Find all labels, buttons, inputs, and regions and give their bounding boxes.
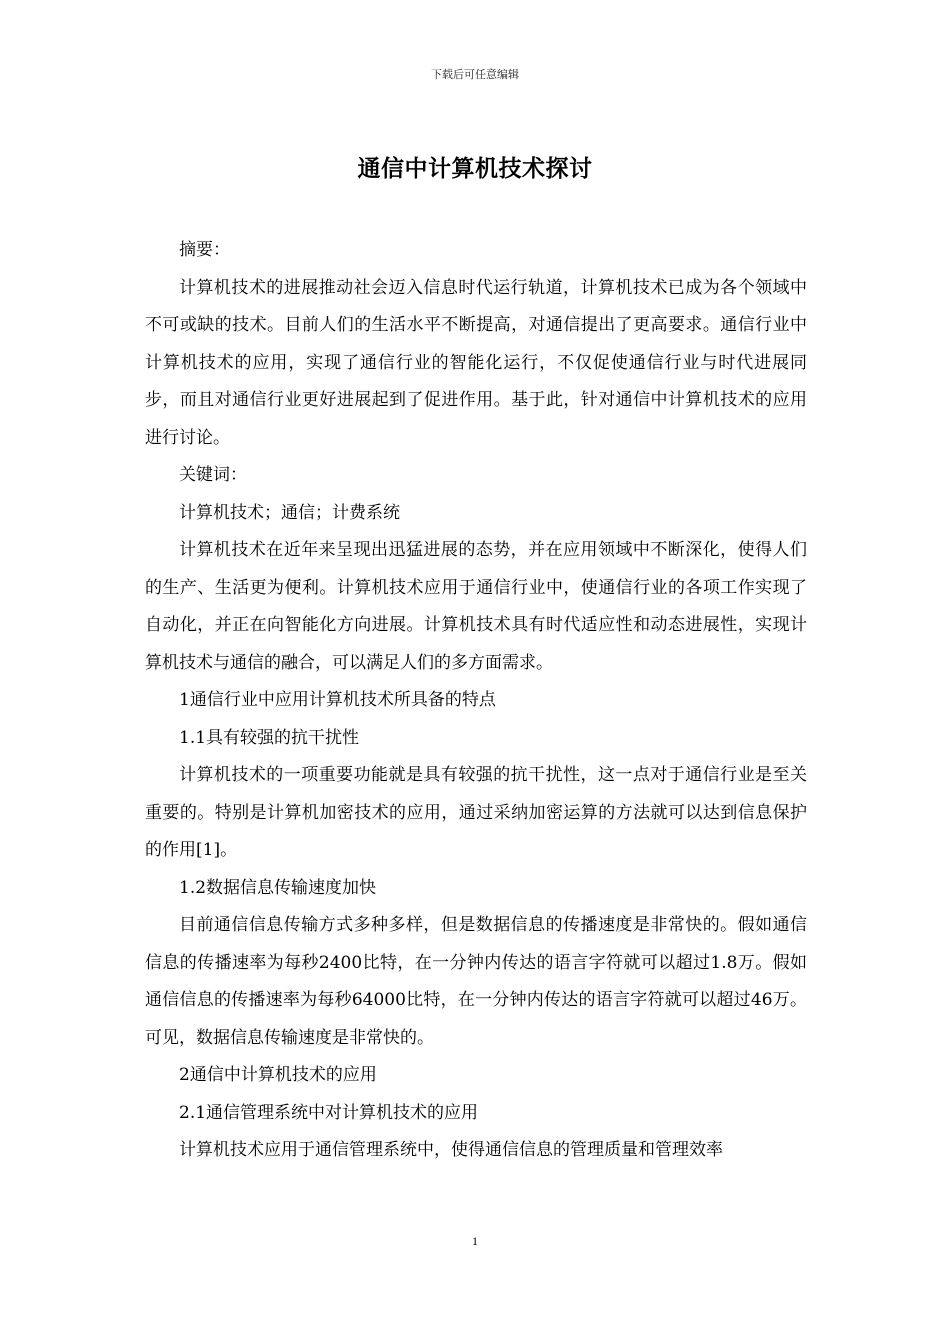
abstract-heading: 摘要： xyxy=(179,240,230,260)
keywords-heading: 关键词： xyxy=(179,465,247,485)
subsection-heading: 2.1通信管理系统中对计算机技术的应用 xyxy=(179,1102,479,1123)
section-heading: 1通信行业中应用计算机技术所具备的特点 xyxy=(179,690,496,710)
header-note: 下载后可任意编辑 xyxy=(431,68,519,81)
subsection-heading: 1.1具有较强的抗干扰性 xyxy=(179,727,360,748)
document-title: 通信中计算机技术探讨 xyxy=(357,156,593,182)
keywords-text: 计算机技术；通信；计费系统 xyxy=(179,502,400,523)
section-heading: 2通信中计算机技术的应用 xyxy=(179,1065,377,1085)
document-body xyxy=(145,232,807,1170)
body-paragraph: 目前通信信息传输方式多种多样，但是数据信息的传播速度是非常快的。假如通信信息的传播速率为每秒2400比特，在一分钟内传达的语言字符就可以超过1.8万。假如通信信息的传播速率为每秒64000比特，在一分钟内传达的语言字符就可以超过46万。可见，数据信息传输速度是非常快的。 xyxy=(145,915,807,1048)
subsection-heading: 1.2数据信息传输速度加快 xyxy=(179,877,377,898)
body-paragraph: 计算机技术应用于通信管理系统中，使得通信信息的管理质量和管理效率 xyxy=(179,1140,723,1160)
page-number: 1 xyxy=(472,1234,478,1248)
body-paragraph: 计算机技术的一项重要功能就是具有较强的抗干扰性，这一点对于通信行业是至关重要的。特别是计算机加密技术的应用，通过采纳加密运算的方法就可以达到信息保护的作用[1]。 xyxy=(145,765,807,860)
abstract-paragraph: 计算机技术的进展推动社会迈入信息时代运行轨道，计算机技术已成为各个领域中不可或缺的技术。目前人们的生活水平不断提高，对通信提出了更高要求。通信行业中计算机技术的应用，实现了通信行业的智能化运行，不仅促使通信行业与时代进展同步，而且对通信行业更好进展起到了促进作用。基于此，针对通信中计算机技术的应用进行讨论。 xyxy=(145,277,807,448)
intro-paragraph: 计算机技术在近年来呈现出迅猛进展的态势，并在应用领域中不断深化，使得人们的生产、生活更为便利。计算机技术应用于通信行业中，使通信行业的各项工作实现了自动化，并正在向智能化方向进展。计算机技术具有时代适应性和动态进展性，实现计算机技术与通信的融合，可以满足人们的多方面需求。 xyxy=(145,540,807,673)
